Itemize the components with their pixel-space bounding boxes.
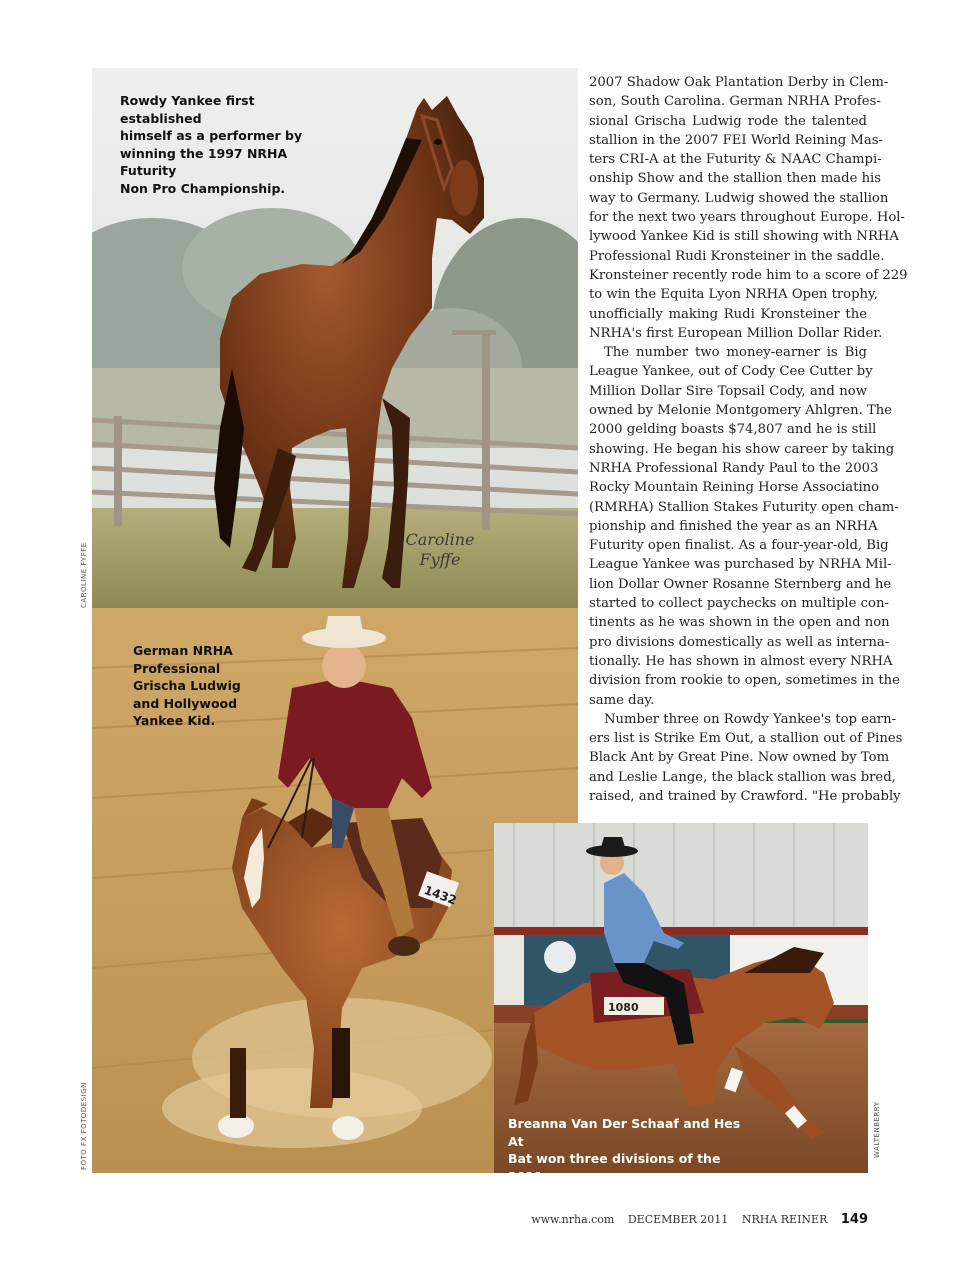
article-line: raised, and trained by Crawford. "He probably xyxy=(589,788,901,804)
footer-issue: DECEMBER 2011 xyxy=(627,1213,729,1226)
caption-line: NRHA 7 & Up Derby. xyxy=(508,1186,651,1202)
article-line: Kronsteiner recently rode him to a score of 229 xyxy=(589,267,908,283)
article-line: Futurity open finalist. As a four-year-old, Big xyxy=(589,538,889,554)
photo-credit-left: FOTO FX FOTODESIGN xyxy=(80,1082,88,1170)
article-line: Million Dollar Sire Topsail Cody, and now xyxy=(589,383,867,399)
article-line: tinents as he was shown in the open and non xyxy=(589,615,890,631)
article-line: lywood Yankee Kid is still showing with NRHA xyxy=(589,229,899,245)
article-line: (RMRHA) Stallion Stakes Futurity open cham- xyxy=(589,499,899,515)
article-line: 2000 gelding boasts $74,807 and he is still xyxy=(589,422,877,438)
photo-credit-top: CAROLINE FYFFE xyxy=(80,542,88,608)
caption-line: Non Pro Championship. xyxy=(120,180,286,196)
caption-line: winning the 1997 NRHA Futurity xyxy=(120,145,288,179)
article-line: Professional Rudi Kronsteiner in the saddle. xyxy=(589,248,885,264)
photographer-signature xyxy=(404,530,476,570)
article-line: son, South Carolina. German NRHA Profes- xyxy=(589,94,881,110)
caption-line: and Hollywood xyxy=(133,695,238,711)
caption-line: Grischa Ludwig xyxy=(133,678,241,694)
caption-line: himself as a performer by xyxy=(120,128,303,144)
caption-line: Professional xyxy=(133,660,221,676)
article-line: Number three on Rowdy Yankee's top earn- xyxy=(604,711,897,727)
article-line: League Yankee, out of Cody Cee Cutter by xyxy=(589,364,873,380)
signature-line-1: Caroline xyxy=(405,530,475,549)
caption-right-photo xyxy=(508,1115,748,1203)
caption-left-photo xyxy=(133,642,243,730)
caption-line: German NRHA xyxy=(133,643,233,658)
article-line: League Yankee was purchased by NRHA Mil- xyxy=(589,557,892,573)
caption-line: Bat won three divisions of the 2011 xyxy=(508,1151,721,1184)
caption-line: Breanna Van Der Schaaf and Hes At xyxy=(508,1116,741,1149)
caption-top-photo xyxy=(120,92,330,198)
article-line: 2007 Shadow Oak Plantation Derby in Clem- xyxy=(589,75,889,90)
article-line: NRHA's first European Million Dollar Rider. xyxy=(589,325,883,341)
article-line: sional Grischa Ludwig rode the talented xyxy=(589,113,867,129)
article-line: pro divisions domestically as well as interna- xyxy=(589,634,890,650)
article-line: showing. He began his show career by taking xyxy=(589,441,895,457)
article-line: owned by Melonie Montgomery Ahlgren. The xyxy=(589,403,893,419)
article-line: The number two money-earner is Big xyxy=(604,345,867,361)
article-line: pionship and finished the year as an NRHA xyxy=(589,518,878,534)
page-footer xyxy=(531,1212,868,1227)
footer-url: www.nrha.com xyxy=(531,1213,615,1226)
caption-line: Yankee Kid. xyxy=(133,713,216,729)
article-line: same day. xyxy=(589,692,655,708)
article-column xyxy=(589,73,908,806)
article-line: to win the Equita Lyon NRHA Open trophy, xyxy=(589,287,878,303)
article-line: onship Show and the stallion then made his xyxy=(589,171,882,187)
article-line: lion Dollar Owner Rosanne Sternberg and he xyxy=(589,576,892,592)
contestant-number-left: 1432 xyxy=(422,882,459,908)
page-number: 149 xyxy=(840,1212,868,1227)
article-line: unofficially making Rudi Kronsteiner the xyxy=(589,306,867,322)
signature-line-2: Fyffe xyxy=(419,550,461,569)
article-line: way to Germany. Ludwig showed the stallion xyxy=(589,190,889,206)
article-line: division from rookie to open, sometimes in the xyxy=(589,673,900,689)
article-line: Rocky Mountain Reining Horse Associatino xyxy=(589,480,880,496)
article-line: ers list is Strike Em Out, a stallion out of Pines xyxy=(589,731,903,747)
article-line: started to collect paychecks on multiple con- xyxy=(589,596,889,612)
article-line: Black Ant by Great Pine. Now owned by Tom xyxy=(589,750,890,766)
article-line: stallion in the 2007 FEI World Reining Mas- xyxy=(589,132,883,148)
footer-magazine: NRHA REINER xyxy=(741,1213,828,1226)
article-line: ters CRI-A at the Futurity & NAAC Champi- xyxy=(589,152,882,168)
article-line: and Leslie Lange, the black stallion was bred, xyxy=(589,769,896,785)
photo-credit-right: WALTENBERRY xyxy=(873,1101,881,1158)
article-line: tionally. He has shown in almost every NRHA xyxy=(589,653,893,669)
article-line: NRHA Professional Randy Paul to the 2003 xyxy=(589,460,879,476)
contestant-number-right: 1080 xyxy=(608,1001,639,1014)
caption-line: Rowdy Yankee first established xyxy=(120,93,255,126)
article-line: for the next two years throughout Europe. Hol- xyxy=(589,210,905,226)
